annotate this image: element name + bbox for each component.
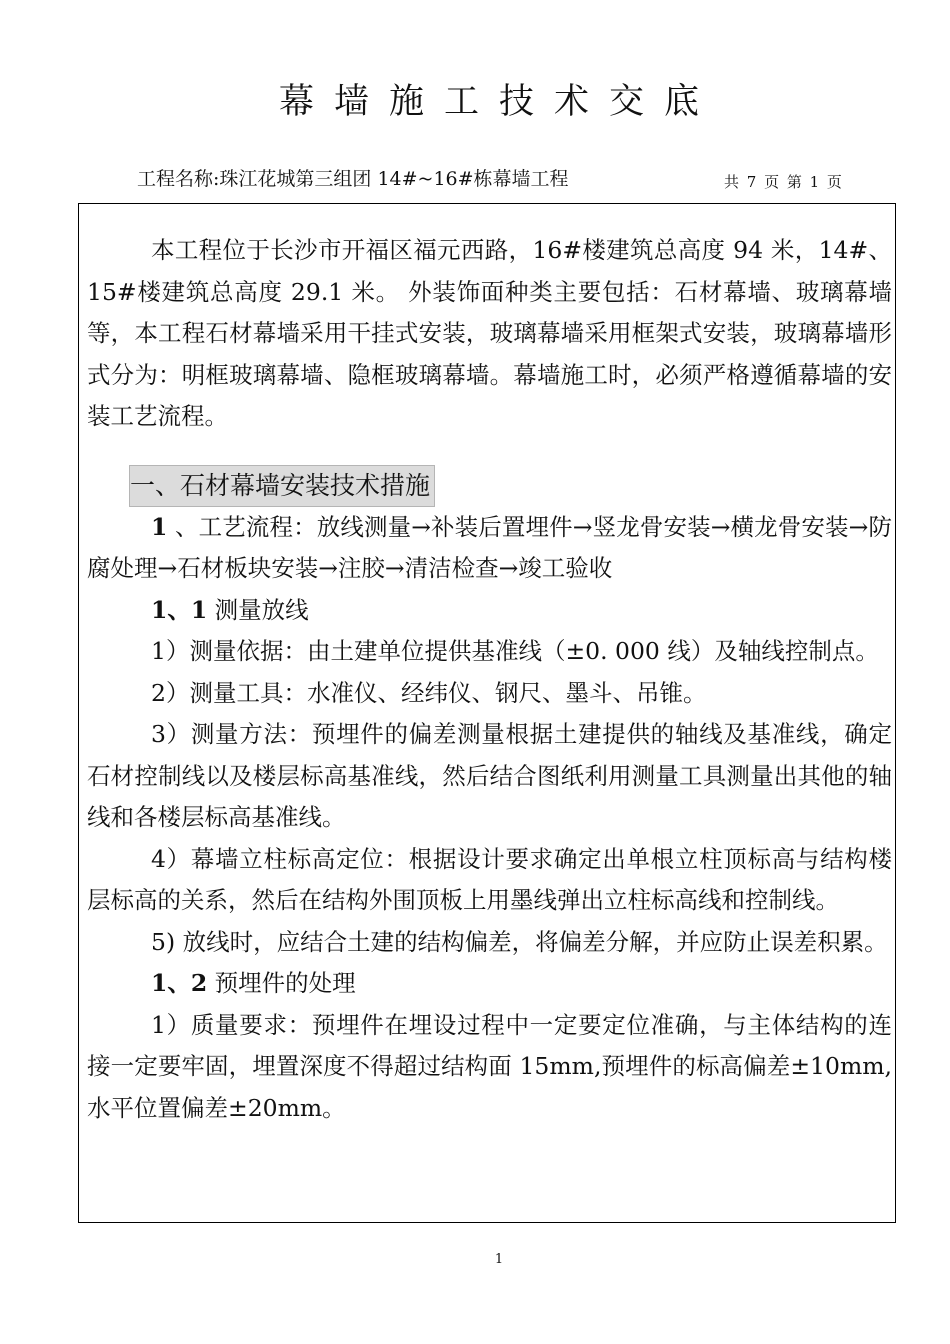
item-5: 5) 放线时，应结合土建的结构偏差，将偏差分解，并应防止误差积累。 [151,927,888,956]
subsection-title-2: 预埋件的处理 [207,969,356,997]
section-heading: 一、石材幕墙安装技术措施 [129,465,435,507]
page-number: 1 [494,1252,504,1267]
document-title: 幕墙施工技术交底 [278,82,719,122]
item-6: 1）质量要求：预埋件在埋设过程中一定要定位准确，与主体结构的连接一定要牢固，埋置深度不得超过结构面 15mm,预埋件的标高偏差±10mm,水平位置偏差±20mm。 [87,1010,892,1122]
subsection-number-2: 1、2 [151,969,208,997]
project-name: 工程名称:珠江花城第三组团 14#~16#栋幕墙工程 [137,168,569,190]
subsection-title-1: 测量放线 [207,595,309,624]
item-3: 3）测量方法：预埋件的偏差测量根据土建提供的轴线及基准线，确定石材控制线以及楼层标高基准线，然后结合图纸利用测量工具测量出其他的轴线和各楼层标高基准线。 [87,720,892,831]
item-2: 2）测量工具：水准仪、经纬仪、钢尺、墨斗、吊锥。 [151,678,707,707]
page-info: 共 7 页 第 1 页 [724,173,842,191]
subsection-heading-1 [87,590,892,632]
intro-paragraph: 本工程位于长沙市开福区福元西路，16#楼建筑总高度 94 米，14#、15#楼建筑总高度 29.1 米。 外装饰面种类主要包括：石材幕墙、玻璃幕墙等，本工程石材幕墙采用干挂式安装，玻璃幕墙采用框架式安装，玻璃幕墙形式分为：明框玻璃幕墙、隐框玻璃幕墙。幕墙施工时，必须严格遵循幕墙的安装工艺流程。 [87,236,892,430]
process-paragraph [87,507,892,590]
item-4: 4）幕墙立柱标高定位：根据设计要求确定出单根立柱顶标高与结构楼层标高的关系，然后在结构外围顶板上用墨线弹出立柱标高线和控制线。 [87,844,892,914]
process-number: 1 [151,512,168,541]
subsection-heading-2 [87,963,892,1005]
process-text: 、工艺流程：放线测量→补装后置埋件→竖龙骨安装→横龙骨安装→防腐处理→石材板块安装→注胶→清洁检查→竣工验收 [87,512,892,582]
document-body [87,230,892,1129]
subsection-number-1: 1、1 [151,595,208,624]
item-1: 1）测量依据：由土建单位提供基准线（±0. 000 线）及轴线控制点。 [151,637,879,665]
